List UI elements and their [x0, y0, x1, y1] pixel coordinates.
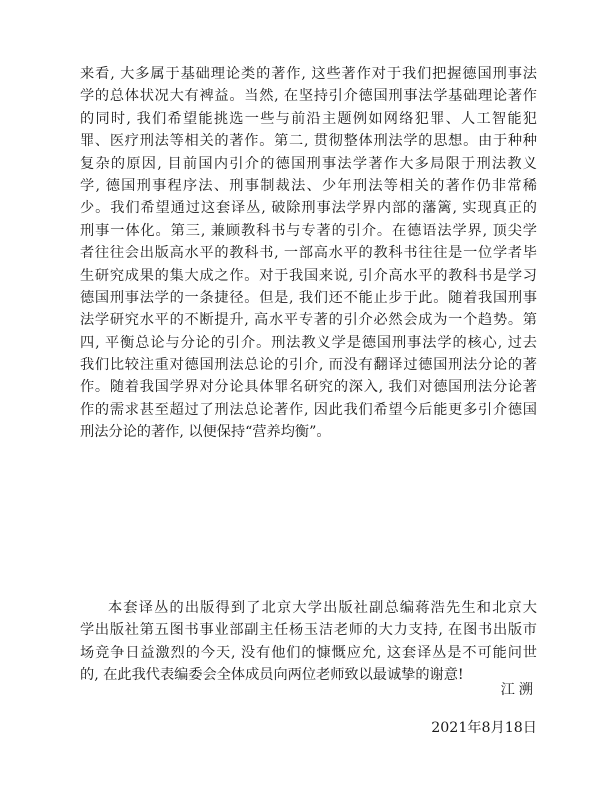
text-line: 本套译丛的出版得到了北京大学出版社副总编蒋浩先生和北京大	[108, 600, 537, 616]
text-line: 刑法分论的著作, 以便保持“营养均衡”。	[80, 424, 331, 441]
text-line: 作的需求甚至超过了刑法总论著作, 因此我们希望今后能更多引介德国	[80, 401, 537, 418]
signature-date: 2021年8月18日	[431, 720, 537, 736]
text-line: 学的总体状况大有裨益。当然, 在坚持引介德国刑事法学基础理论著作	[80, 88, 537, 105]
text-line: 德国刑事法学的一条捷径。但是, 我们还不能止步于此。随着我国刑事	[80, 289, 537, 306]
author-signature: 江溯	[500, 682, 537, 698]
text-line: 的同时, 我们希望能挑选一些与前沿主题例如网络犯罪、人工智能犯	[80, 110, 537, 127]
text-line: 刑事一体化。第三, 兼顾教科书与专著的引介。在德语法学界, 顶尖学	[80, 222, 537, 239]
paragraph-1	[80, 63, 537, 444]
text-line: 学, 德国刑事程序法、刑事制裁法、少年刑法等相关的著作仍非常稀	[80, 177, 537, 194]
text-line: 场竞争日益激烈的今天, 没有他们的慷慨应允, 这套译丛是不可能问世	[80, 644, 537, 661]
text-line: 法学研究水平的不断提升, 高水平专著的引介必然会成为一个趋势。第	[80, 312, 537, 329]
text-line: 生研究成果的集大成之作。对于我国来说, 引介高水平的教科书是学习	[80, 267, 537, 284]
text-line: 作。随着我国学界对分论具体罪名研究的深入, 我们对德国刑法分论著	[80, 379, 537, 396]
text-line: 罪、医疗刑法等相关的著作。第二, 贯彻整体刑法学的思想。由于种种	[80, 133, 537, 150]
text-line: 复杂的原因, 目前国内引介的德国刑事法学著作大多局限于刑法教义	[80, 155, 537, 172]
text-line: 的, 在此我代表编委会全体成员向两位老师致以最诚挚的谢意!	[80, 667, 464, 684]
text-line: 四, 平衡总论与分论的引介。刑法教义学是德国刑事法学的核心, 过去	[80, 334, 537, 351]
text-line: 者往往会出版高水平的教科书, 一部高水平的教科书往往是一位学者毕	[80, 245, 537, 262]
text-line: 我们比较注重对德国刑法总论的引介, 而没有翻译过德国刑法分论的著	[80, 357, 537, 374]
text-line: 学出版社第五图书事业部副主任杨玉洁老师的大力支持, 在图书出版市	[80, 622, 537, 639]
text-line: 来看, 大多属于基础理论类的著作, 这些著作对于我们把握德国刑事法	[80, 66, 537, 82]
paragraph-2	[80, 597, 537, 687]
text-line: 少。我们希望通过这套译丛, 破除刑事法学界内部的藩篱, 实现真正的	[80, 200, 537, 217]
